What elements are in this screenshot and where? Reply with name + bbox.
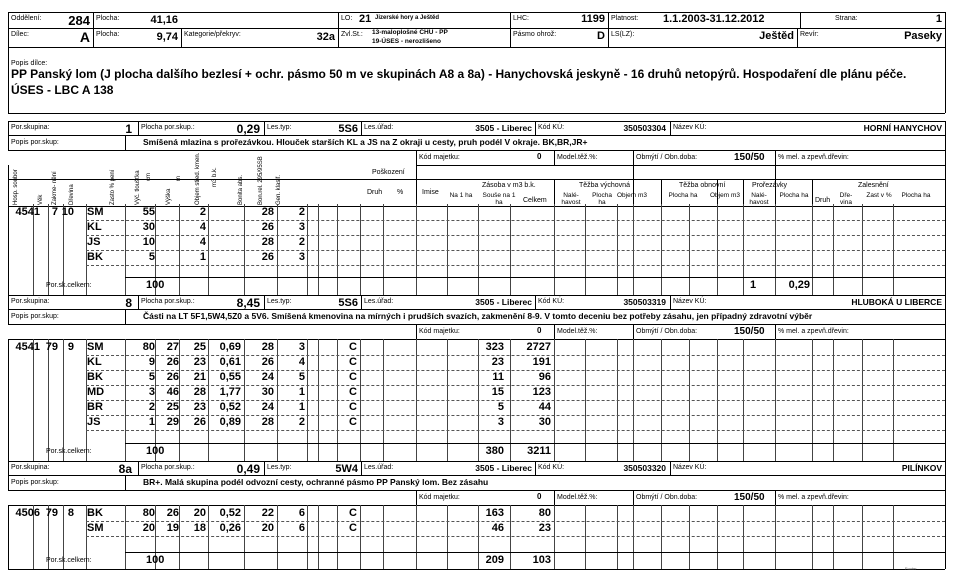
- cell-drevina: JS: [87, 416, 101, 428]
- por-skupina-label: Por.skupina:: [11, 464, 50, 471]
- cell-bonrel: 1: [298, 386, 305, 398]
- cell-zast: 5: [148, 251, 155, 263]
- cell-vyska: 4: [199, 221, 206, 233]
- plocha2-label: Plocha:: [96, 31, 120, 38]
- plocha1-label: Plocha:: [96, 15, 120, 22]
- les-urad-label: Les.úřad:: [364, 124, 394, 131]
- cell-bonrel: 3: [298, 341, 305, 353]
- prorezavky-header: Prořezávky: [752, 182, 788, 189]
- kod-majetku-value: 0: [537, 152, 542, 161]
- obmyti-value: 150/50: [734, 326, 765, 337]
- cell-bonrel: 5: [298, 371, 305, 383]
- model-label: Model.těž.%:: [557, 328, 598, 335]
- cell-drevina: JS: [87, 236, 101, 248]
- cell-objem: 0,52: [219, 507, 241, 519]
- cell-celkem: 30: [538, 416, 551, 428]
- plocha-por-label: Plocha por.skup.:: [141, 464, 195, 471]
- cell-na1ha: 323: [485, 341, 504, 353]
- cell-celkem: 191: [532, 356, 551, 368]
- cell-vyska: 23: [193, 401, 206, 413]
- cell-objem: 0,89: [219, 416, 241, 428]
- cell-na1ha: 23: [491, 356, 504, 368]
- cell-vyska: 26: [193, 416, 206, 428]
- druh-header: Druh: [367, 189, 383, 196]
- zasoba-header: Zásoba v m3 b.k.: [482, 182, 536, 189]
- cell-bonrel: 2: [298, 416, 305, 428]
- cell-na1ha: 3: [497, 416, 504, 428]
- cell-hosp: 4541: [15, 341, 40, 353]
- cell-gen: C: [349, 341, 357, 353]
- cell-zast: 80: [142, 341, 155, 353]
- lo-label: LO:: [341, 15, 353, 22]
- cell-vyska: 23: [193, 356, 206, 368]
- cell-na1ha: 46: [491, 522, 504, 534]
- cell-drevina: MD: [87, 386, 105, 398]
- hosp-header: Hosp. soubor: [13, 169, 19, 205]
- cell-drevina: KL: [87, 221, 102, 233]
- revir-value: Paseky: [904, 30, 942, 42]
- popis-por-label: Popis por.skup:: [11, 313, 59, 320]
- cell-zast: 5: [148, 371, 155, 383]
- lo-text: Jizerské hory a Ještěd: [375, 15, 440, 21]
- nalehavost-header: Nalé- havost: [561, 192, 581, 206]
- kod-ku-label: Kód KÚ:: [538, 464, 565, 471]
- plocha-ha-header-4: Plocha ha: [901, 192, 931, 199]
- cell-gen: C: [349, 507, 357, 519]
- cell-bonita: 28: [261, 206, 274, 218]
- bonita-header: Bonita abs.: [238, 174, 244, 205]
- celkem-zast: 100: [146, 279, 165, 291]
- cell-zast: 10: [142, 236, 155, 248]
- obmyti-value: 150/50: [734, 492, 765, 503]
- cell-vek: 7: [51, 206, 58, 218]
- cell-vyska: 4: [199, 236, 206, 248]
- cell-celkem: 44: [538, 401, 551, 413]
- kod-ku-value: 350503319: [623, 297, 666, 307]
- popis-dilce-line1: PP Panský lom (J plocha dalšího bezlesí + ochr. pásmo 50 m ve skupinách A8 a 8a) - Hanychovská jeskyně - 16 druhů netopýrů. Hospodaření dle plánu péče.: [11, 67, 907, 81]
- cell-vyska: 18: [193, 522, 206, 534]
- prorezavky-plocha: 0,29: [788, 279, 810, 291]
- cell-vyc: 29: [166, 416, 179, 428]
- les-typ-value: 5S6: [338, 297, 358, 309]
- cell-drevina: SM: [87, 341, 104, 353]
- kategorie-value: 32a: [316, 31, 335, 43]
- cell-hosp: 4541: [15, 206, 40, 218]
- imise-header: Imise: [422, 189, 439, 196]
- zast-pct-header: Zast v %: [866, 192, 892, 199]
- cell-vek: 79: [45, 507, 58, 519]
- cm-header: cm: [146, 173, 152, 181]
- cell-bonita: 30: [261, 386, 274, 398]
- zakm-header: Zakme- nění: [52, 171, 58, 205]
- celkem-label: Por.sk.celkem:: [46, 557, 92, 564]
- na1ha-header: Na 1 ha: [449, 192, 473, 199]
- cell-bonrel: 3: [298, 251, 305, 263]
- cell-bonrel: 6: [298, 522, 305, 534]
- objem-m3-header-2: Objem m3: [710, 192, 740, 199]
- celkem-celkem: 3211: [527, 445, 551, 457]
- por-skupina-label: Por.skupina:: [11, 124, 50, 131]
- cell-objem: 0,26: [219, 522, 241, 534]
- cell-zast: 20: [142, 522, 155, 534]
- celkem-na1ha: 380: [485, 445, 504, 457]
- zalesneni-header: Zalesnění: [858, 182, 889, 189]
- ls-label: LS(LZ):: [611, 31, 635, 38]
- cell-celkem: 2727: [526, 341, 551, 353]
- cell-zakm: 8: [67, 507, 74, 519]
- kod-ku-label: Kód KÚ:: [538, 298, 565, 305]
- cell-bonrel: 2: [298, 206, 305, 218]
- cell-vyc: 26: [166, 356, 179, 368]
- plocha-por-label: Plocha por.skup.:: [141, 298, 195, 305]
- mel-label: % mel. a zpevň.dřevin:: [778, 328, 849, 335]
- les-urad-value: 3505 - Liberec: [475, 297, 532, 307]
- plocha-por-label: Plocha por.skup.:: [141, 124, 195, 131]
- plocha-ha-header: Plocha ha: [592, 192, 612, 206]
- celkem-celkem: 103: [532, 554, 551, 566]
- cell-zast: 2: [148, 401, 155, 413]
- cell-zast: 80: [142, 507, 155, 519]
- cell-vyc: 25: [166, 401, 179, 413]
- zvl-line2: 19-ÚSES - nerozlišeno: [372, 38, 441, 45]
- les-urad-value: 3505 - Liberec: [475, 463, 532, 473]
- pasmo-value: D: [597, 30, 605, 42]
- nalehavost-header-2: Nalé- havost: [749, 192, 769, 206]
- kod-majetku-label: Kód majetku:: [419, 494, 460, 501]
- model-label: Model.těž.%:: [557, 154, 598, 161]
- gen-header: Gen. klasif.: [276, 174, 282, 205]
- les-urad-label: Les.úřad:: [364, 298, 394, 305]
- strana-label: Strana:: [835, 15, 858, 22]
- cell-drevina: SM: [87, 206, 104, 218]
- kod-ku-value: 350503320: [623, 463, 666, 473]
- revir-label: Revír:: [800, 31, 819, 38]
- por-skupina-value: 8: [125, 296, 132, 310]
- cell-hosp: 4506: [15, 507, 40, 519]
- tezba-vych-header: Těžba výchovná: [579, 182, 630, 189]
- oddeleni-value: 284: [68, 13, 90, 28]
- cell-drevina: KL: [87, 356, 102, 368]
- kod-ku-label: Kód KÚ:: [538, 124, 565, 131]
- cell-bonita: 28: [261, 341, 274, 353]
- por-skupina-value: 1: [125, 122, 132, 136]
- cell-vyska: 25: [193, 341, 206, 353]
- poskozeni-header: Poškození: [372, 169, 405, 176]
- cell-bonrel: 1: [298, 401, 305, 413]
- plocha1-value: 41,16: [150, 14, 178, 26]
- ls-value: Ještěd: [759, 30, 794, 42]
- model-label: Model.těž.%:: [557, 494, 598, 501]
- pct-header: %: [397, 189, 404, 196]
- por-skupina-label: Por.skupina:: [11, 298, 50, 305]
- prorezavky-nalehavost: 1: [750, 279, 757, 291]
- cell-vyc: 26: [166, 507, 179, 519]
- cell-bonrel: 4: [298, 356, 305, 368]
- cell-bonita: 26: [261, 221, 274, 233]
- footer-mark: Footer: [905, 566, 917, 571]
- plocha-por-value: 0,49: [236, 462, 260, 476]
- cell-celkem: 96: [538, 371, 551, 383]
- objem-m3-header: Objem m3: [617, 192, 647, 199]
- cell-na1ha: 5: [497, 401, 504, 413]
- cell-drevina: SM: [87, 522, 104, 534]
- kod-majetku-label: Kód majetku:: [419, 154, 460, 161]
- obmyti-label: Obmýtí / Obn.doba:: [636, 154, 698, 161]
- plocha-ha-header-3: Plocha ha: [779, 192, 809, 199]
- strana-value: 1: [935, 13, 942, 25]
- cell-gen: C: [349, 522, 357, 534]
- kategorie-label: Kategorie/překryv:: [184, 31, 241, 38]
- cell-bonita: 24: [261, 401, 274, 413]
- nazev-ku-value: PILÍNKOV: [901, 463, 942, 473]
- cell-bonita: 26: [261, 251, 274, 263]
- nazev-ku-value: HORNÍ HANYCHOV: [863, 123, 942, 133]
- cell-drevina: BK: [87, 251, 103, 263]
- zvl-line1: 13-maloplošné CHU - PP: [372, 29, 448, 36]
- lhc-value: 1199: [581, 13, 605, 25]
- celkem-zast: 100: [146, 445, 165, 457]
- nazev-ku-label: Název KÚ:: [673, 464, 707, 471]
- por-skupina-value: 8a: [118, 462, 132, 476]
- souze-header: Souše na 1 ha: [482, 192, 516, 206]
- cell-celkem: 123: [532, 386, 551, 398]
- oddeleni-label: Oddělení:: [11, 15, 42, 22]
- cell-gen: C: [349, 386, 357, 398]
- celkem-na1ha: 209: [485, 554, 504, 566]
- cell-bonrel: 3: [298, 221, 305, 233]
- les-typ-label: Les.typ:: [267, 464, 292, 471]
- dilec-label: Dílec:: [11, 31, 29, 38]
- kod-majetku-value: 0: [537, 326, 542, 335]
- les-urad-label: Les.úřad:: [364, 464, 394, 471]
- tezba-obn-header: Těžba obnovní: [679, 182, 726, 189]
- kod-majetku-value: 0: [537, 492, 542, 501]
- cell-zast: 1: [148, 416, 155, 428]
- cell-objem: 0,52: [219, 401, 241, 413]
- cell-zast: 30: [142, 221, 155, 233]
- cell-bonita: 24: [261, 371, 274, 383]
- cell-drevina: BK: [87, 507, 103, 519]
- cell-bonita: 28: [261, 416, 274, 428]
- cell-celkem: 23: [538, 522, 551, 534]
- nazev-ku-label: Název KÚ:: [673, 124, 707, 131]
- celkem-label: Por.sk.celkem:: [46, 282, 92, 289]
- platnost-label: Platnost:: [611, 15, 639, 22]
- cell-vyska: 1: [199, 251, 206, 263]
- les-typ-value: 5W4: [335, 463, 358, 475]
- cell-gen: C: [349, 356, 357, 368]
- vyska-header: Výška: [166, 188, 172, 205]
- celkem-zast: 100: [146, 554, 165, 566]
- popis-dilce-line2: ÚSES - LBC A 138: [11, 83, 114, 97]
- kod-majetku-label: Kód majetku:: [419, 328, 460, 335]
- drevina-header: Dřevina: [69, 184, 75, 205]
- cell-zakm: 9: [67, 341, 74, 353]
- celkem-label: Por.sk.celkem:: [46, 448, 92, 455]
- cell-bonita: 28: [261, 236, 274, 248]
- celkem-header: Celkem: [523, 197, 547, 204]
- cell-bonita: 26: [261, 356, 274, 368]
- nazev-ku-label: Název KÚ:: [673, 298, 707, 305]
- m3bk-header: m3 b.k.: [212, 167, 218, 187]
- cell-zast: 3: [148, 386, 155, 398]
- les-urad-value: 3505 - Liberec: [475, 123, 532, 133]
- popis-por-value: BR+. Malá skupina podél odvozní cesty, ochranné pásmo PP Panský lom. Bez zásahu: [143, 477, 489, 487]
- popis-dilce-label: Popis dílce:: [11, 60, 48, 67]
- obmyti-label: Obmýtí / Obn.doba:: [636, 494, 698, 501]
- popis-por-label: Popis por.skup:: [11, 139, 59, 146]
- cell-zakm: 10: [61, 206, 74, 218]
- cell-na1ha: 163: [485, 507, 504, 519]
- objem-header: Objem střed. kmen.: [195, 152, 201, 205]
- cell-bonrel: 2: [298, 236, 305, 248]
- les-typ-label: Les.typ:: [267, 124, 292, 131]
- zvl-label: Zvl.St.:: [341, 31, 363, 38]
- cell-objem: 0,61: [219, 356, 241, 368]
- popis-por-label: Popis por.skup:: [11, 479, 59, 486]
- cell-na1ha: 15: [491, 386, 504, 398]
- zast-header: Zasto % pení: [110, 169, 116, 205]
- obmyti-value: 150/50: [734, 152, 765, 163]
- cell-vyska: 21: [193, 371, 206, 383]
- cell-drevina: BR: [87, 401, 103, 413]
- druh-header-2: Druh: [815, 197, 831, 204]
- kod-ku-value: 350503304: [623, 123, 666, 133]
- cell-gen: C: [349, 371, 357, 383]
- popis-por-value: Smíšená mlazina s prořezávkou. Hlouček starších KL a JS na Z okraji u cesty, pruh podél V okraje. BK,BR,JR+: [143, 137, 588, 147]
- cell-vyc: 19: [166, 522, 179, 534]
- cell-vyc: 27: [166, 341, 179, 353]
- cell-vyska: 28: [193, 386, 206, 398]
- obmyti-label: Obmýtí / Obn.doba:: [636, 328, 698, 335]
- nazev-ku-value: HLUBOKÁ U LIBERCE: [851, 297, 942, 307]
- cell-vek: 79: [45, 341, 58, 353]
- cell-celkem: 80: [538, 507, 551, 519]
- cell-bonita: 20: [261, 522, 274, 534]
- cell-vyska: 2: [199, 206, 206, 218]
- platnost-value: 1.1.2003-31.12.2012: [663, 13, 765, 25]
- m-header: m: [176, 176, 182, 181]
- les-typ-value: 5S6: [338, 123, 358, 135]
- cell-bonrel: 6: [298, 507, 305, 519]
- cell-bonita: 22: [261, 507, 274, 519]
- cell-zast: 55: [142, 206, 155, 218]
- plocha-por-value: 0,29: [236, 122, 260, 136]
- mel-label: % mel. a zpevň.dřevin:: [778, 494, 849, 501]
- plocha-ha-header-2: Plocha ha: [668, 192, 698, 199]
- plocha2-value: 9,74: [156, 31, 178, 43]
- cell-vyc: 26: [166, 371, 179, 383]
- cell-objem: 1,77: [219, 386, 241, 398]
- cell-na1ha: 11: [492, 371, 504, 383]
- mel-label: % mel. a zpevň.dřevin:: [778, 154, 849, 161]
- cell-gen: C: [349, 401, 357, 413]
- vyc-header: Výč. tloušťka: [135, 170, 141, 205]
- cell-zast: 9: [148, 356, 155, 368]
- cell-drevina: BK: [87, 371, 103, 383]
- drevina-header-2: Dře- vina: [839, 192, 853, 206]
- les-typ-label: Les.typ:: [267, 298, 292, 305]
- popis-por-value: Části na LT 5F1,5W4,5Z0 a 5V6. Smíšená kmenovina na mírných i prudších svazích, zakmenění 8-9. V tomto deceniu bez potřeby zásahu, jen případný zdravotní výběr: [143, 311, 813, 321]
- cell-vyc: 46: [166, 386, 179, 398]
- cell-gen: C: [349, 416, 357, 428]
- pasmo-label: Pásmo ohrož:: [513, 31, 557, 38]
- cell-vyska: 20: [193, 507, 206, 519]
- lhc-label: LHC:: [513, 15, 529, 22]
- dilec-value: A: [79, 29, 90, 45]
- vek-header: Věk: [38, 194, 44, 205]
- bonrel-header: Bon.rel. 295/95SB: [258, 156, 264, 205]
- cell-objem: 0,69: [219, 341, 241, 353]
- cell-objem: 0,55: [219, 371, 241, 383]
- lo-value: 21: [359, 13, 372, 25]
- plocha-por-value: 8,45: [236, 296, 260, 310]
